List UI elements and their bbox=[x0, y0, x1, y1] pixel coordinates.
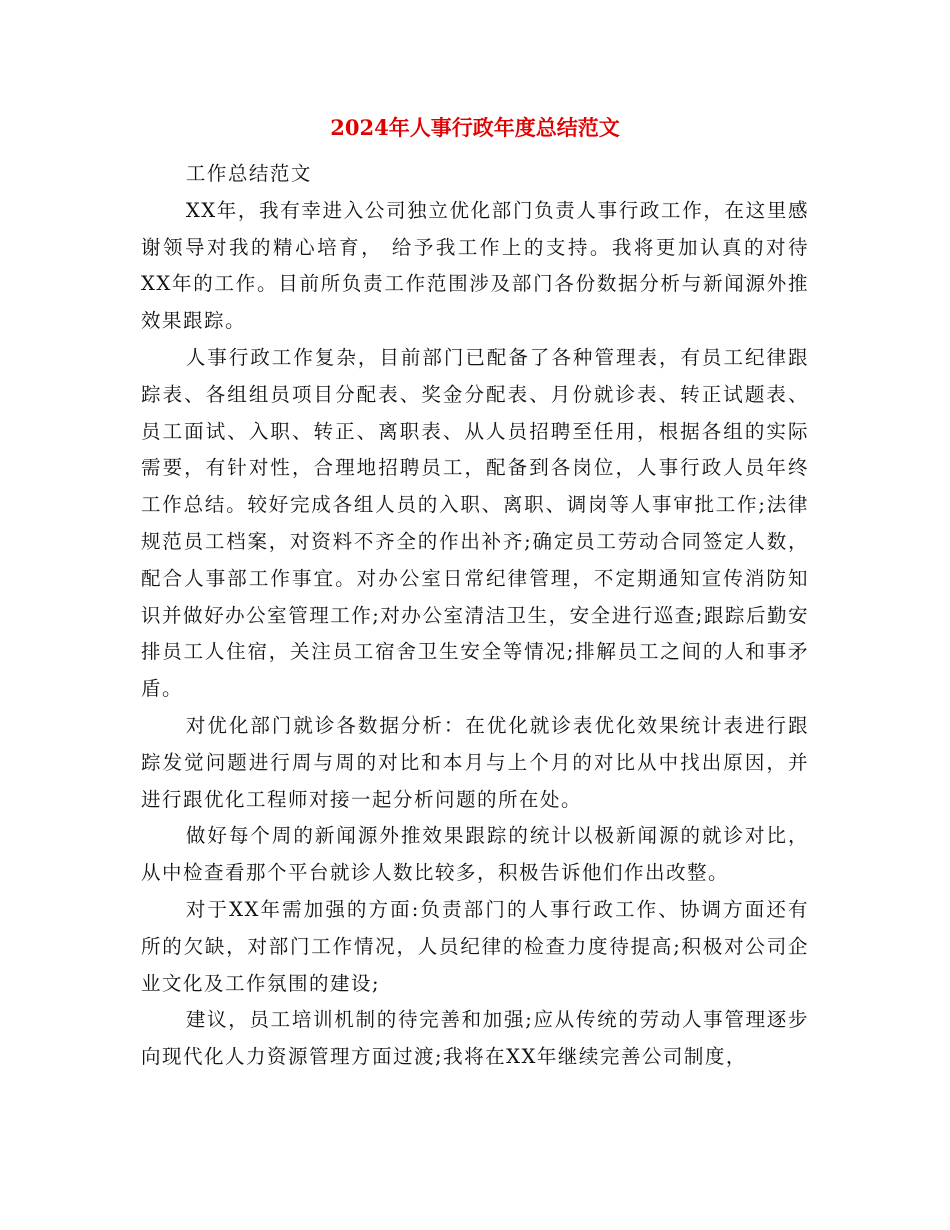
paragraph-5: 做好每个周的新闻源外推效果跟踪的统计以极新闻源的就诊对比，从中检查看那个平台就诊人数比较多，积极告诉他们作出改整。 bbox=[141, 824, 809, 885]
document-body bbox=[141, 156, 809, 1076]
paragraph-3: 人事行政工作复杂，目前部门已配备了各种管理表，有员工纪律跟踪表、各组组员项目分配表、奖金分配表、月份就诊表、转正试题表、员工面试、入职、转正、离职表、从人员招聘至任用，根据各组的实际需要，有针对性，合理地招聘员工，配备到各岗位，人事行政人员年终工作总结。较好完成各组人员的入职、离职、调岗等人事审批工作;法律规范员工档案，对资料不齐全的作出补齐;确定员工劳动合同签定人数，配合人事部工作事宜。对办公室日常纪律管理，不定期通知宣传消防知识并做好办公室管理工作;对办公室清洁卫生，安全进行巡查;跟踪后勤安排员工人住宿，关注员工宿舍卫生安全等情况;排解员工之间的人和事矛盾。 bbox=[141, 345, 809, 701]
paragraph-2: XX年，我有幸进入公司独立优化部门负责人事行政工作，在这里感谢领导对我的精心培育， 给予我工作上的支持。我将更加认真的对待XX年的工作。目前所负责工作范围涉及部门各份数据分析与新闻源外推效果跟踪。 bbox=[141, 198, 809, 333]
document-title: 2024年人事行政年度总结范文 bbox=[330, 115, 620, 140]
paragraph-4: 对优化部门就诊各数据分析：在优化就诊表优化效果统计表进行跟踪发觉问题进行周与周的对比和本月与上个月的对比从中找出原因，并进行跟优化工程师对接一起分析问题的所在处。 bbox=[141, 713, 809, 811]
paragraph-6: 对于XX年需加强的方面:负责部门的人事行政工作、协调方面还有所的欠缺，对部门工作情况，人员纪律的检查力度待提高;积极对公司企业文化及工作氛围的建设; bbox=[141, 897, 809, 995]
paragraph-7: 建议，员工培训机制的待完善和加强;应从传统的劳动人事管理逐步向现代化人力资源管理方面过渡;我将在XX年继续完善公司制度， bbox=[141, 1008, 809, 1069]
paragraph-1: 工作总结范文 bbox=[185, 162, 312, 185]
